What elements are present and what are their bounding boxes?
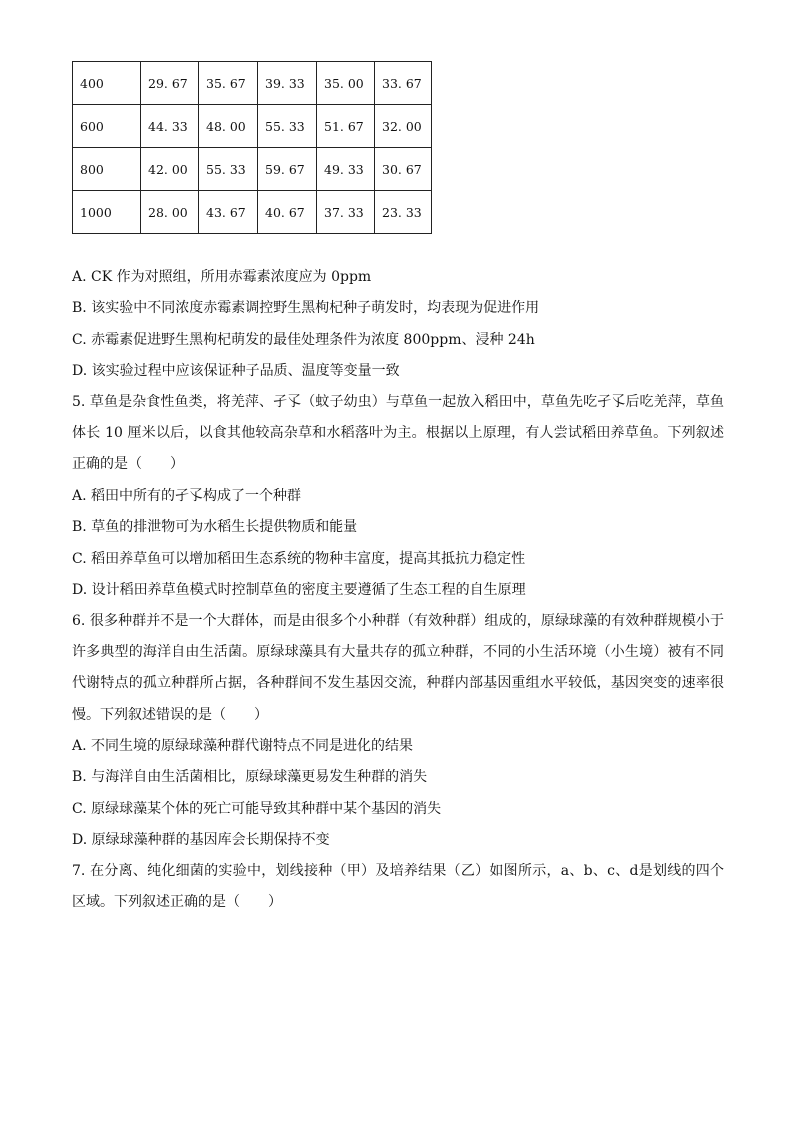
table-cell: 55. 33	[199, 148, 258, 191]
q6-option-d: D. 原绿球藻种群的基因库会长期保持不变	[72, 832, 330, 848]
q4-option-a: A. CK 作为对照组，所用赤霉素浓度应为 0ppm	[72, 269, 372, 285]
q5-stem: 5. 草鱼是杂食性鱼类，将羌萍、孑孓（蚊子幼虫）与草鱼一起放入稻田中，草鱼先吃孑孓后吃羌萍，草鱼体长 10 厘米以后，以食其他较高杂草和水稻落叶为主。根据以上原理，有人尝试稻田养草鱼。下列叙述正确的是（ ）	[72, 394, 724, 473]
table-cell: 35. 67	[199, 62, 258, 105]
table-cell: 29. 67	[141, 62, 199, 105]
q6-option-a: A. 不同生境的原绿球藻种群代谢特点不同是进化的结果	[72, 738, 414, 754]
table-cell: 42. 00	[141, 148, 199, 191]
q4-option-d: D. 该实验过程中应该保证种子品质、温度等变量一致	[72, 363, 400, 379]
table-cell: 35. 00	[317, 62, 375, 105]
table-cell: 32. 00	[375, 105, 432, 148]
q6-option-c: C. 原绿球藻某个体的死亡可能导致其种群中某个基因的消失	[72, 801, 442, 817]
q5-option-a: A. 稻田中所有的孑孓构成了一个种群	[72, 488, 302, 504]
table-cell: 1000	[73, 191, 141, 234]
table-cell: 23. 33	[375, 191, 432, 234]
table-cell: 800	[73, 148, 141, 191]
table-cell: 43. 67	[199, 191, 258, 234]
table-cell: 30. 67	[375, 148, 432, 191]
table-cell: 600	[73, 105, 141, 148]
q6-stem: 6. 很多种群并不是一个大群体，而是由很多个小种群（有效种群）组成的，原绿球藻的有效种群规模小于许多典型的海洋自由生活菌。原绿球藻具有大量共存的孤立种群，不同的小生活环境（小生境）被有不同代谢特点的孤立种群所占据，各种群间不发生基因交流，种群内部基因重组水平较低，基因突变的速率很慢。下列叙述错误的是（ ）	[72, 613, 724, 723]
data-table	[72, 61, 432, 234]
table-cell: 48. 00	[199, 105, 258, 148]
q5-option-c: C. 稻田养草鱼可以增加稻田生态系统的物种丰富度，提高其抵抗力稳定性	[72, 551, 526, 567]
q5-option-d: D. 设计稻田养草鱼模式时控制草鱼的密度主要遵循了生态工程的自生原理	[72, 582, 526, 598]
table-row	[73, 148, 432, 191]
table-cell: 59. 67	[258, 148, 317, 191]
q7-stem: 7. 在分离、纯化细菌的实验中，划线接种（甲）及培养结果（乙）如图所示，a、b、c、d是划线的四个区域。下列叙述正确的是（ ）	[72, 863, 724, 911]
table-row	[73, 62, 432, 105]
table-cell: 51. 67	[317, 105, 375, 148]
table-row	[73, 191, 432, 234]
table-row	[73, 105, 432, 148]
table-cell: 37. 33	[317, 191, 375, 234]
table-cell: 55. 33	[258, 105, 317, 148]
q4-option-c: C. 赤霉素促进野生黑枸杞萌发的最佳处理条件为浓度 800ppm、浸种 24h	[72, 332, 535, 348]
q5-option-b: B. 草鱼的排泄物可为水稻生长提供物质和能量	[72, 519, 358, 535]
table-cell: 44. 33	[141, 105, 199, 148]
table-cell: 39. 33	[258, 62, 317, 105]
table-cell: 40. 67	[258, 191, 317, 234]
table-cell: 400	[73, 62, 141, 105]
q4-option-b: B. 该实验中不同浓度赤霉素调控野生黑枸杞种子萌发时，均表现为促进作用	[72, 300, 540, 316]
table-cell: 33. 67	[375, 62, 432, 105]
q6-option-b: B. 与海洋自由生活菌相比，原绿球藻更易发生种群的消失	[72, 769, 428, 785]
table-cell: 28. 00	[141, 191, 199, 234]
table-cell: 49. 33	[317, 148, 375, 191]
